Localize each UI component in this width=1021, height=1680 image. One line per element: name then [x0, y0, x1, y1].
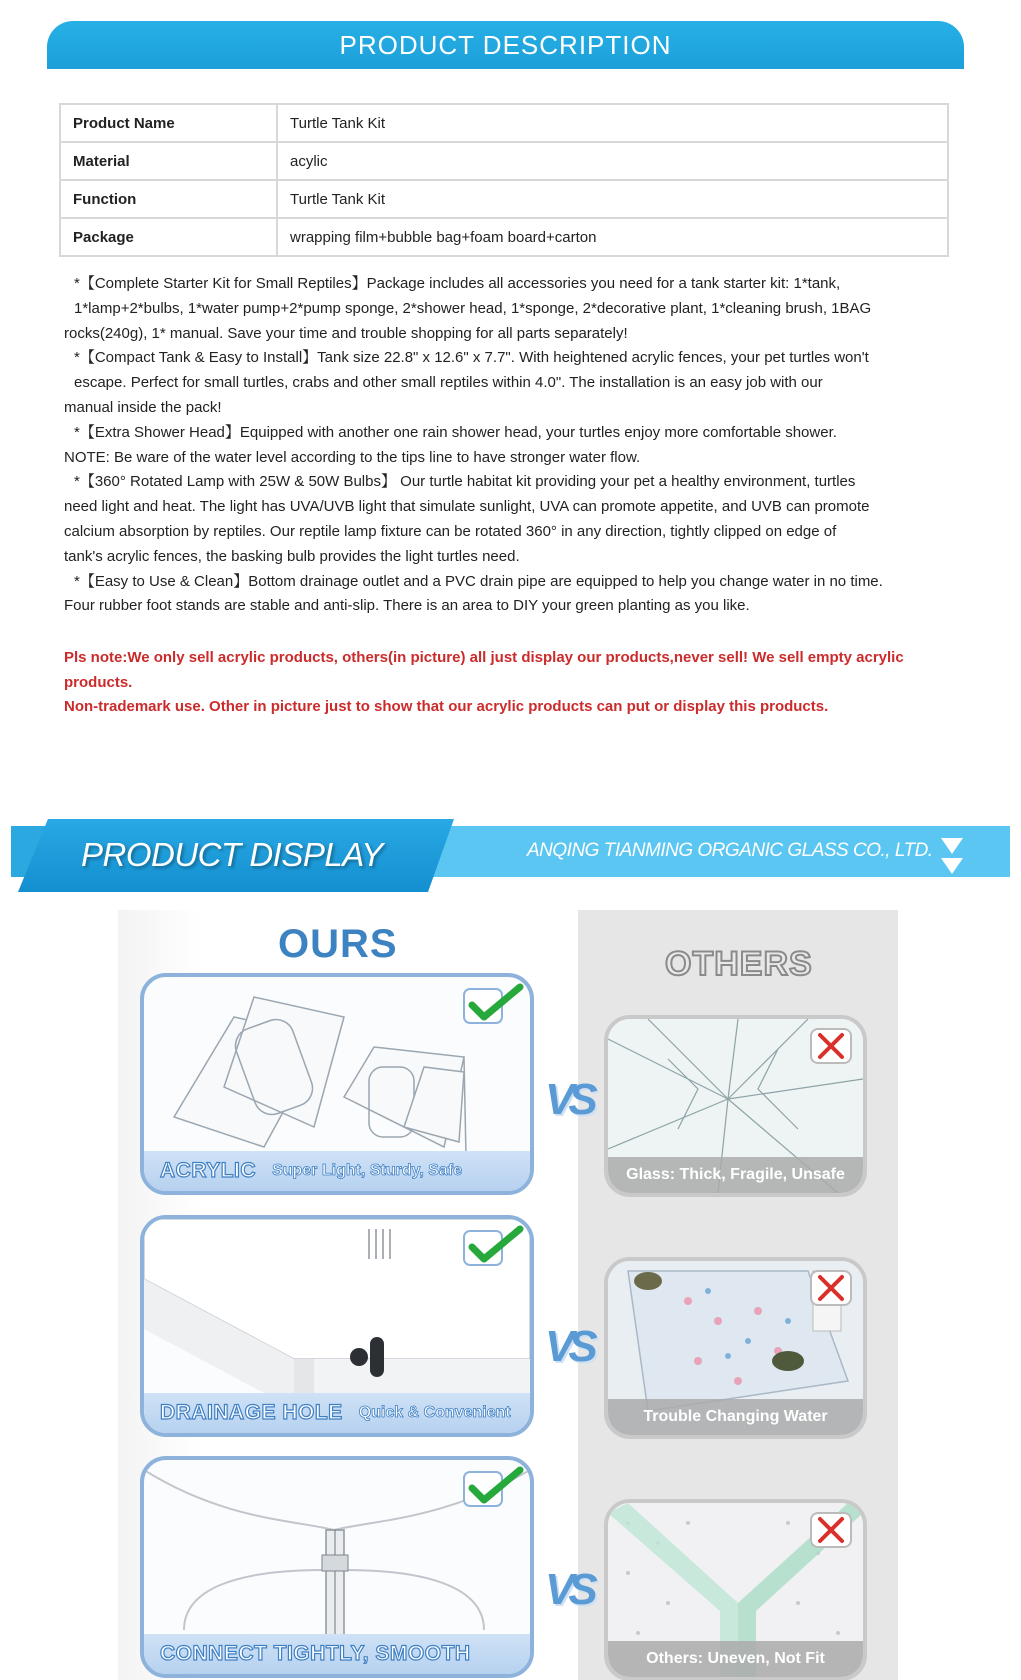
others-heading: OTHERS — [665, 945, 813, 983]
spec-value: wrapping film+bubble bag+foam board+carton — [277, 218, 948, 256]
description-line: escape. Perfect for small turtles, crabs and other small reptiles within 4.0". The installation is an easy job with our — [74, 374, 823, 392]
x-mark-icon — [809, 1511, 853, 1549]
note-line: Pls note:We only sell acrylic products, others(in picture) all just display our products,never sell! We sell empty acrylic — [64, 649, 904, 666]
card-caption: Trouble Changing Water — [608, 1399, 863, 1435]
card-title: DRAINAGE HOLE — [160, 1401, 343, 1424]
description-line: tank's acrylic fences, the basking bulb provides the light turtles need. — [64, 547, 520, 565]
card-caption: Glass: Thick, Fragile, Unsafe — [608, 1157, 863, 1193]
check-icon — [462, 983, 524, 1027]
ours-card-acrylic — [140, 973, 534, 1195]
table-row — [60, 180, 948, 218]
description-line: rocks(240g), 1* manual. Save your time and trouble shopping for all parts separately! — [64, 324, 628, 342]
description-line: *【Complete Starter Kit for Small Reptiles】Package includes all accessories you need for a tank starter kit: 1*tank, — [74, 275, 841, 292]
spec-key: Function — [60, 180, 277, 218]
table-row — [60, 104, 948, 142]
ours-card-connect — [140, 1456, 534, 1678]
spec-key: Material — [60, 142, 277, 180]
description-line: manual inside the pack! — [64, 398, 222, 416]
vs-label: VS — [545, 1075, 592, 1124]
others-card-water — [604, 1257, 867, 1439]
description-line: *【Compact Tank & Easy to Install】Tank size 22.8" x 12.6" x 7.7". With heightened acrylic fences, your pet turtles won't — [74, 349, 869, 367]
card-caption: Others: Uneven, Not Fit — [608, 1641, 863, 1677]
card-title: CONNECT TIGHTLY, SMOOTH — [160, 1642, 471, 1665]
card-subtitle: Quick & Convenient — [358, 1404, 511, 1421]
check-icon — [462, 1225, 524, 1269]
vs-label: VS — [545, 1322, 592, 1371]
spec-value: Turtle Tank Kit — [277, 104, 948, 142]
description-line: *【Easy to Use & Clean】Bottom drainage outlet and a PVC drain pipe are equipped to help you change water in no time. — [74, 572, 883, 590]
others-card-uneven — [604, 1499, 867, 1680]
card-caption — [144, 1393, 530, 1433]
chevron-down-icon — [939, 836, 965, 876]
card-caption — [144, 1634, 530, 1674]
spec-value: Turtle Tank Kit — [277, 180, 948, 218]
ours-heading: OURS — [278, 922, 398, 966]
seller-note — [64, 646, 944, 720]
description-line: Four rubber foot stands are stable and anti-slip. There is an area to DIY your green planting as you like. — [64, 597, 750, 615]
company-name: ANQING TIANMING ORGANIC GLASS CO., LTD. — [527, 840, 933, 861]
others-card-glass — [604, 1015, 867, 1197]
vs-label: VS — [545, 1565, 592, 1614]
card-caption — [144, 1151, 530, 1191]
x-mark-icon — [809, 1027, 853, 1065]
x-mark-icon — [809, 1269, 853, 1307]
check-icon — [462, 1466, 524, 1510]
spec-key: Product Name — [60, 104, 277, 142]
spec-value: acylic — [277, 142, 948, 180]
description-line: need light and heat. The light has UVA/UVB light that simulate sunlight, UVA can promote appetite, and UVB can promote — [64, 498, 870, 516]
section-title: PRODUCT DISPLAY — [81, 836, 383, 873]
card-title: ACRYLIC — [160, 1159, 257, 1182]
section-title: PRODUCT DESCRIPTION — [339, 29, 672, 60]
note-line: products. — [64, 673, 133, 691]
description-line: *【360° Rotated Lamp with 25W & 50W Bulbs】 Our turtle habitat kit providing your pet a healthy environment, turtles — [74, 473, 856, 491]
description-text — [64, 272, 944, 619]
section-header-product-description — [47, 21, 964, 69]
table-row — [60, 142, 948, 180]
description-line: NOTE: Be ware of the water level according to the tips line to have stronger water flow. — [64, 448, 641, 466]
description-line: 1*lamp+2*bulbs, 1*water pump+2*pump sponge, 2*shower head, 1*sponge, 2*decorative plant, 1*cleaning brush, 1BAG — [74, 299, 872, 317]
spec-table — [59, 103, 949, 257]
ours-card-drainage — [140, 1215, 534, 1437]
spec-key: Package — [60, 218, 277, 256]
description-line: calcium absorption by reptiles. Our reptile lamp fixture can be rotated 360° in any direction, tightly clipped on edge of — [64, 522, 837, 540]
card-subtitle: Super Light, Sturdy, Safe — [272, 1162, 463, 1179]
table-row — [60, 218, 948, 256]
description-line: *【Extra Shower Head】Equipped with another one rain shower head, your turtles enjoy more comfortable shower. — [74, 423, 837, 441]
note-line: Non-trademark use. Other in picture just to show that our acrylic products can put or display this products. — [64, 698, 829, 715]
